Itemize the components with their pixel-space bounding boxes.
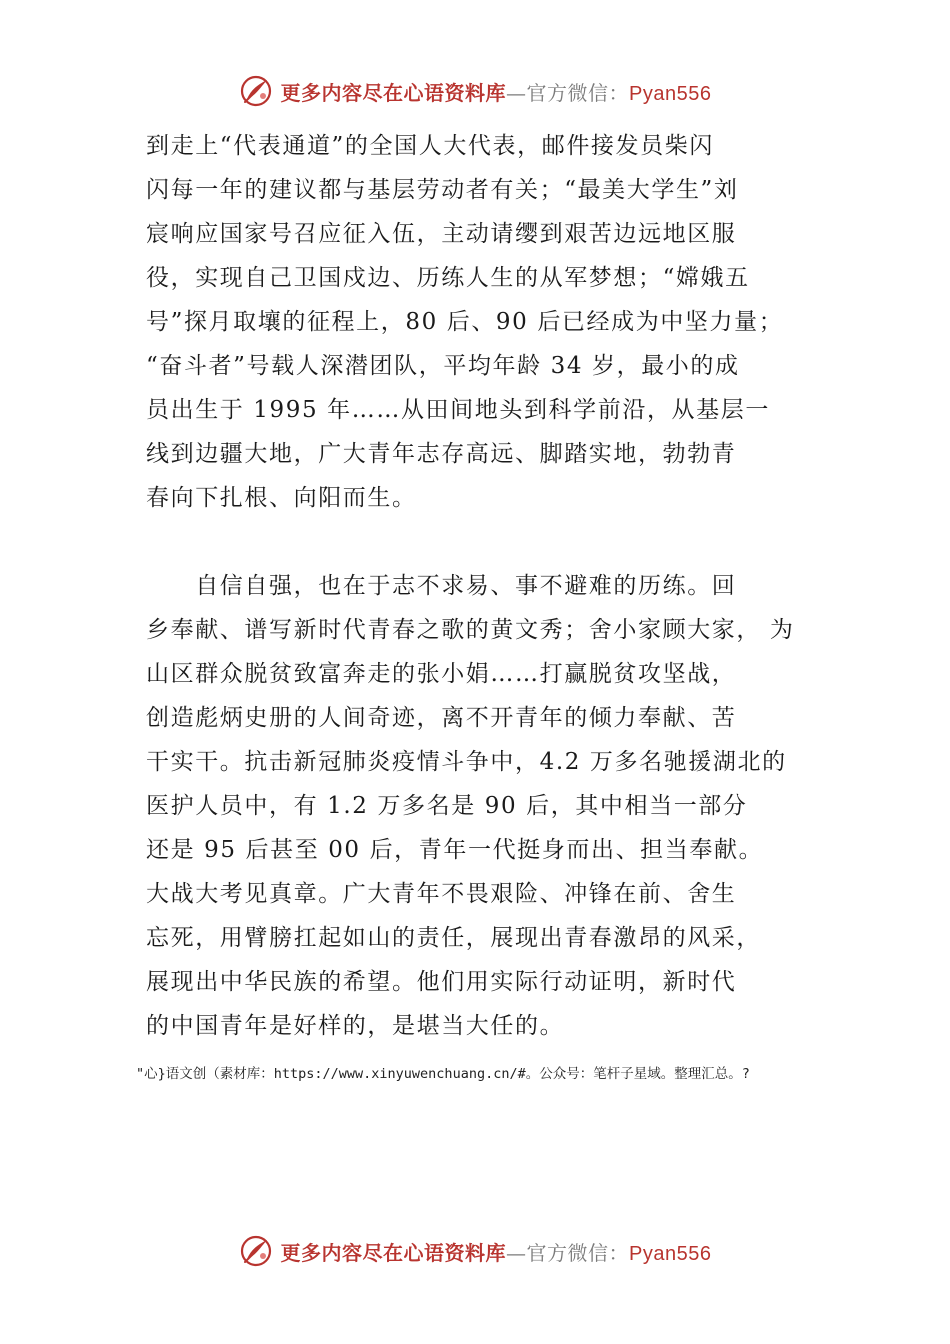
- banner-separator: —: [506, 1240, 527, 1265]
- text-line: 展现出中华民族的希望。他们用实际行动证明，新时代: [146, 969, 737, 995]
- banner-separator: —: [506, 80, 527, 105]
- text-line: 干实干。抗击新冠肺炎疫情斗争中，4.2 万多名驰援湖北的: [146, 749, 787, 775]
- paragraph-gap: [146, 520, 846, 564]
- banner-wechat-label: 官方微信：: [526, 80, 630, 105]
- banner-wechat-id: Pyan556: [629, 1242, 712, 1265]
- banner-title: 更多内容尽在心语资料库: [280, 80, 507, 105]
- text-line: 乡奉献、谱写新时代青春之歌的黄文秀；舍小家顾大家， 为: [146, 617, 795, 643]
- text-line: 医护人员中，有 1.2 万多名是 90 后，其中相当一部分: [146, 793, 748, 819]
- header-banner: [0, 74, 950, 108]
- text-line: 还是 95 后甚至 00 后，青年一代挺身而出、担当奉献。: [146, 837, 764, 863]
- text-line: 自信自强，也在于志不求易、事不避难的历练。回: [146, 573, 737, 599]
- text-line: 役，实现自己卫国戍边、历练人生的从军梦想；“嫦娥五: [146, 265, 750, 291]
- text-line: 的中国青年是好样的，是堪当大任的。: [146, 1013, 565, 1039]
- document-body: [146, 124, 846, 1048]
- source-footnote: "心}语文创（素材库：https://www.xinyuwenchuang.cn/#。公众号：笔杆子星域。整理汇总。?: [136, 1066, 750, 1082]
- text-line: 号”探月取壤的征程上，80 后、90 后已经成为中坚力量；: [146, 309, 784, 335]
- text-line: “奋斗者”号载人深潜团队，平均年龄 34 岁，最小的成: [146, 353, 740, 379]
- text-line: 员出生于 1995 年……从田间地头到科学前沿，从基层一: [146, 397, 770, 423]
- quill-seal-icon: [239, 1234, 273, 1268]
- text-line: 线到边疆大地，广大青年志存高远、脚踏实地，勃勃青: [146, 441, 737, 467]
- text-line: 忘死，用臂膀扛起如山的责任，展现出青春激昂的风采，: [146, 925, 761, 951]
- banner-text: [281, 1237, 712, 1266]
- text-line: 春向下扎根、向阳而生。: [146, 485, 417, 511]
- text-line: 到走上“代表通道”的全国人大代表，邮件接发员柴闪: [146, 133, 714, 159]
- banner-title: 更多内容尽在心语资料库: [280, 1240, 507, 1265]
- text-line: 山区群众脱贫致富奔走的张小娟……打赢脱贫攻坚战，: [146, 661, 737, 687]
- paragraph-2: [146, 564, 846, 1048]
- text-line: 宸响应国家号召应征入伍，主动请缨到艰苦边远地区服: [146, 221, 737, 247]
- text-line: 创造彪炳史册的人间奇迹，离不开青年的倾力奉献、苦: [146, 705, 737, 731]
- paragraph-1: [146, 124, 846, 520]
- text-line: 闪每一年的建议都与基层劳动者有关；“最美大学生”刘: [146, 177, 739, 203]
- banner-text: [281, 77, 712, 106]
- text-line: 大战大考见真章。广大青年不畏艰险、冲锋在前、舍生: [146, 881, 737, 907]
- banner-wechat-label: 官方微信：: [526, 1240, 630, 1265]
- footer-banner: [0, 1234, 950, 1268]
- quill-seal-icon: [239, 74, 273, 108]
- banner-wechat-id: Pyan556: [629, 82, 712, 105]
